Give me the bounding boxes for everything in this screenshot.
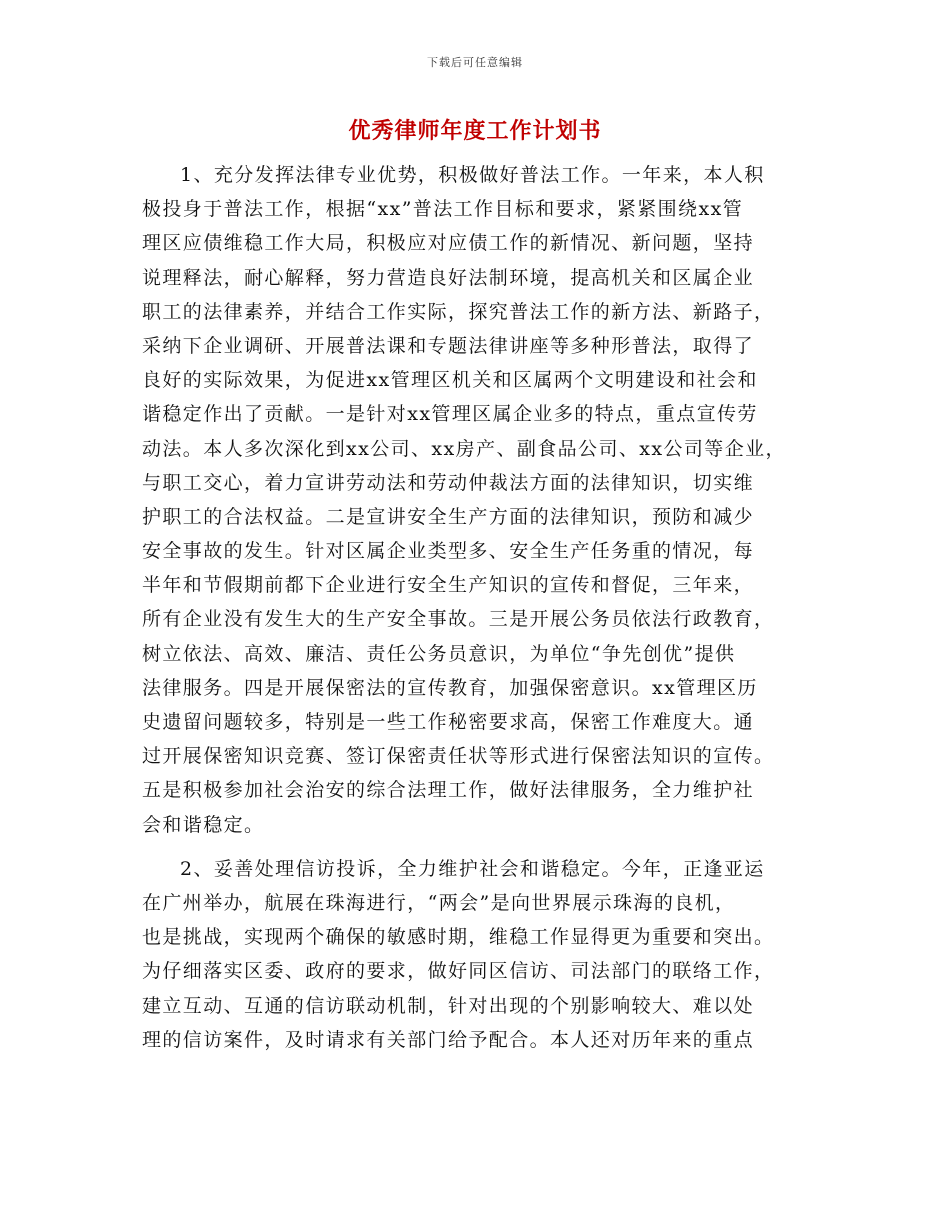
text-line: 安全事故的发生。针对区属企业类型多、安全生产任务重的情况，每	[142, 540, 755, 563]
text-line: 五是积极参加社会治安的综合法理工作，做好法律服务，全力维护社	[142, 779, 755, 802]
text-line: 职工的法律素养，并结合工作实际，探究普法工作的新方法、新路子，	[142, 300, 775, 323]
text-line: 为仔细落实区委、政府的要求，做好同区信访、司法部门的联络工作，	[142, 960, 775, 983]
text-line: 谐稳定作出了贡献。一是针对xx管理区属企业多的特点，重点宣传劳	[142, 403, 758, 426]
document-title: 优秀律师年度工作计划书	[348, 118, 602, 144]
text-line: 2、妥善处理信访投诉，全力维护社会和谐稳定。今年，正逢亚运	[180, 857, 765, 880]
text-line: 护职工的合法权益。二是宣讲安全生产方面的法律知识，预防和减少	[142, 505, 755, 528]
paragraph-1	[142, 158, 822, 842]
text-line: 树立依法、高效、廉洁、责任公务员意识，为单位“争先创优”提供	[142, 642, 736, 665]
text-line: 与职工交心，着力宣讲劳动法和劳动仲裁法方面的法律知识，切实维	[142, 471, 755, 494]
document-body	[142, 158, 822, 1057]
text-line: 过开展保密知识竞赛、签订保密责任状等形式进行保密法知识的宣传。	[142, 745, 775, 768]
paragraph-2	[142, 852, 822, 1057]
text-line: 半年和节假期前都下企业进行安全生产知识的宣传和督促，三年来，	[142, 574, 755, 597]
text-line: 良好的实际效果，为促进xx管理区机关和区属两个文明建设和社会和	[142, 369, 758, 392]
text-line: 理区应债维稳工作大局，积极应对应债工作的新情况、新问题，坚持	[142, 232, 755, 255]
text-line: 所有企业没有发生大的生产安全事故。三是开展公务员依法行政教育，	[142, 608, 775, 631]
text-line: 在广州举办，航展在珠海进行，“两会”是向世界展示珠海的良机，	[142, 891, 736, 914]
text-line: 建立互动、互通的信访联动机制，针对出现的个别影响较大、难以处	[142, 994, 755, 1017]
text-line: 1、充分发挥法律专业优势，积极做好普法工作。一年来，本人积	[180, 164, 765, 186]
text-line: 极投身于普法工作，根据“xx”普法工作目标和要求，紧紧围绕xx管	[142, 198, 744, 221]
text-line: 采纳下企业调研、开展普法课和专题法律讲座等多种形普法，取得了	[142, 334, 755, 357]
text-line: 说理释法，耐心解释，努力营造良好法制环境，提高机关和区属企业	[142, 266, 755, 289]
text-line: 也是挑战，实现两个确保的敏感时期，维稳工作显得更为重要和突出。	[142, 926, 775, 949]
text-line: 史遗留问题较多，特别是一些工作秘密要求高，保密工作难度大。通	[142, 711, 755, 733]
text-line: 法律服务。四是开展保密法的宣传教育，加强保密意识。xx管理区历	[142, 676, 758, 699]
text-line: 理的信访案件，及时请求有关部门给予配合。本人还对历年来的重点	[142, 1028, 755, 1051]
text-line: 会和谐稳定。	[142, 813, 265, 836]
header-note: 下载后可任意编辑	[427, 56, 523, 69]
text-line: 动法。本人多次深化到xx公司、xx房产、副食品公司、xx公司等企业，	[142, 437, 786, 460]
